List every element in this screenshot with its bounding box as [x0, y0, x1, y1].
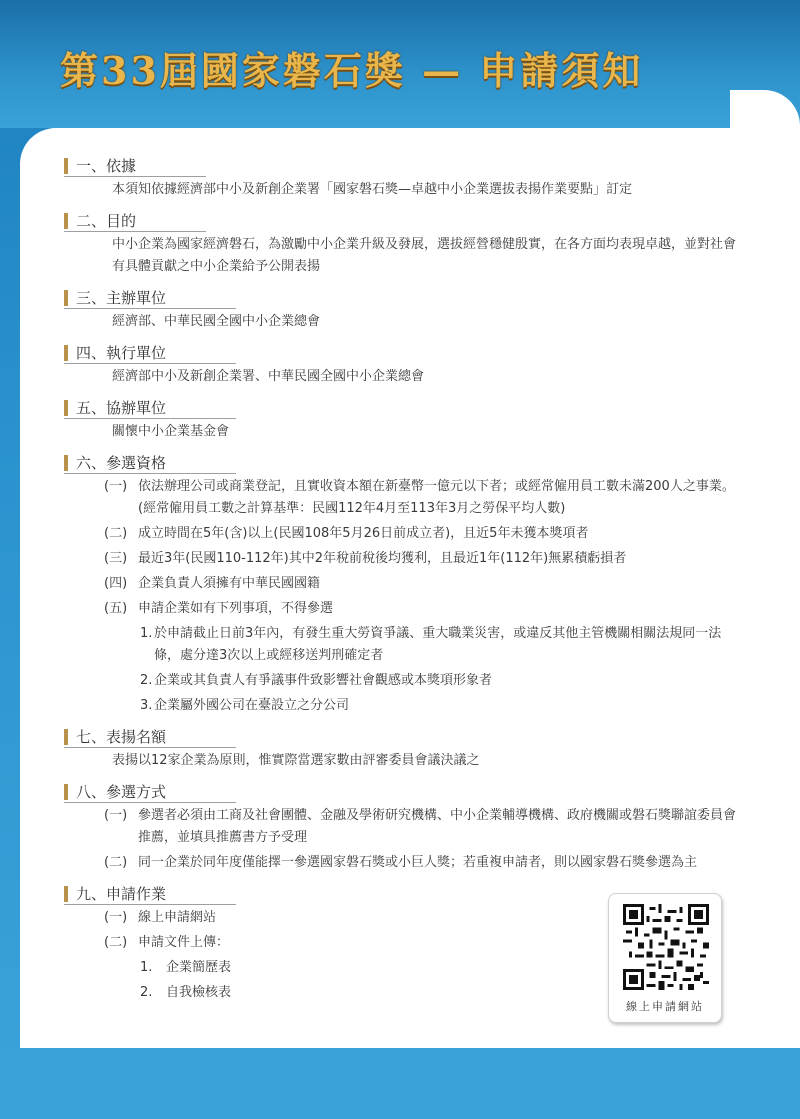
- section-heading: 二、目的: [64, 211, 206, 232]
- item-marker: 1.: [140, 626, 153, 641]
- item-text: 申請文件上傳：: [138, 935, 230, 950]
- item-marker: (三): [104, 551, 128, 566]
- item-text: 參選者必須由工商及社會團體、金融及學術研究機構、中小企業輔導機構、政府機關或磐石獎聯誼委員會推薦，並填具推薦書方予受理: [138, 808, 737, 845]
- section-heading: 三、主辦單位: [64, 288, 236, 309]
- section-organizer: [64, 288, 744, 333]
- section-executor: [64, 343, 744, 388]
- header-banner: [0, 0, 800, 128]
- item-text: 企業屬外國公司在臺設立之分公司: [154, 698, 350, 713]
- item-marker: (五): [104, 601, 128, 616]
- qr-label[interactable]: 線上申請網站: [626, 1000, 704, 1013]
- section-method: [64, 782, 744, 874]
- section-heading: 五、協辦單位: [64, 398, 236, 419]
- section-heading: 一、依據: [64, 156, 206, 177]
- list-item: [104, 523, 744, 545]
- qr-code-icon[interactable]: [623, 904, 709, 990]
- item-text: 線上申請網站: [138, 910, 217, 925]
- section-heading: 八、參選方式: [64, 782, 236, 803]
- sub-list-item: [140, 670, 744, 692]
- section-text: 關懷中小企業基金會: [112, 424, 230, 439]
- item-text: 成立時間在5年(含)以上(民國108年5月26日前成立者)，且近5年未獲本獎項者: [138, 526, 589, 541]
- list-item: [104, 476, 744, 520]
- item-marker: (一): [104, 479, 128, 494]
- item-text: 自我檢核表: [166, 985, 232, 1000]
- list-item: [104, 852, 744, 874]
- bottom-band: [0, 1048, 800, 1119]
- list-item: [104, 548, 744, 570]
- item-marker: 3.: [140, 698, 153, 713]
- page-title: 第33屆國家磐石獎 — 申請須知: [60, 48, 644, 93]
- item-marker: 1.: [140, 960, 153, 975]
- list-item: [104, 805, 744, 849]
- section-co-organizer: [64, 398, 744, 443]
- item-text: 於申請截止日前3年內，有發生重大勞資爭議、重大職業災害，或違反其他主管機關相關法規同一法條，處分達3次以上或經移送判刑確定者: [154, 626, 722, 663]
- item-marker: (一): [104, 808, 128, 823]
- item-text: 依法辦理公司或商業登記，且實收資本額在新臺幣一億元以下者；或經常僱用員工數未滿200人之事業。(經常僱用員工數之計算基準：民國112年4月至113年3月之勞保平均人數): [138, 479, 735, 516]
- section-text: 經濟部、中華民國全國中小企業總會: [112, 314, 321, 329]
- section-heading: 七、表揚名額: [64, 727, 236, 748]
- list-item: [104, 598, 744, 620]
- item-marker: (四): [104, 576, 128, 591]
- section-heading: 六、參選資格: [64, 453, 236, 474]
- section-text: 中小企業為國家經濟磐石，為激勵中小企業升級及發展，選拔經營穩健殷實，在各方面均表現卓越，並對社會有具體貢獻之中小企業給予公開表揚: [112, 237, 737, 274]
- section-heading: 九、申請作業: [64, 884, 236, 905]
- item-marker: (二): [104, 855, 128, 870]
- section-purpose: [64, 211, 744, 278]
- list-item: [104, 573, 744, 595]
- item-marker: (一): [104, 910, 128, 925]
- item-text: 最近3年(民國110-112年)其中2年稅前稅後均獲利，且最近1年(112年)無累積虧損者: [138, 551, 627, 566]
- sub-list-item: [140, 695, 744, 717]
- item-marker: 2.: [140, 673, 153, 688]
- section-text: 本須知依據經濟部中小及新創企業署「國家磐石獎—卓越中小企業選拔表揚作業要點」訂定: [112, 182, 633, 197]
- item-text: 企業或其負責人有爭議事件致影響社會觀感或本獎項形象者: [154, 673, 493, 688]
- item-text: 同一企業於同年度僅能擇一參選國家磐石獎或小巨人獎；若重複申請者，則以國家磐石獎參選為主: [138, 855, 698, 870]
- item-marker: (二): [104, 526, 128, 541]
- section-text: 表揚以12家企業為原則，惟實際當選家數由評審委員會議決議之: [112, 753, 480, 768]
- item-marker: 2.: [140, 985, 153, 1000]
- section-heading: 四、執行單位: [64, 343, 236, 364]
- section-eligibility: [64, 453, 744, 717]
- qr-card[interactable]: [608, 893, 722, 1023]
- item-marker: (二): [104, 935, 128, 950]
- section-text: 經濟部中小及新創企業署、中華民國全國中小企業總會: [112, 369, 425, 384]
- document-body: [64, 156, 744, 1014]
- section-basis: [64, 156, 744, 201]
- item-text: 申請企業如有下列事項，不得參選: [138, 601, 334, 616]
- section-quota: [64, 727, 744, 772]
- sub-list-item: [140, 623, 744, 667]
- item-text: 企業簡歷表: [166, 960, 232, 975]
- item-text: 企業負責人須擁有中華民國國籍: [138, 576, 321, 591]
